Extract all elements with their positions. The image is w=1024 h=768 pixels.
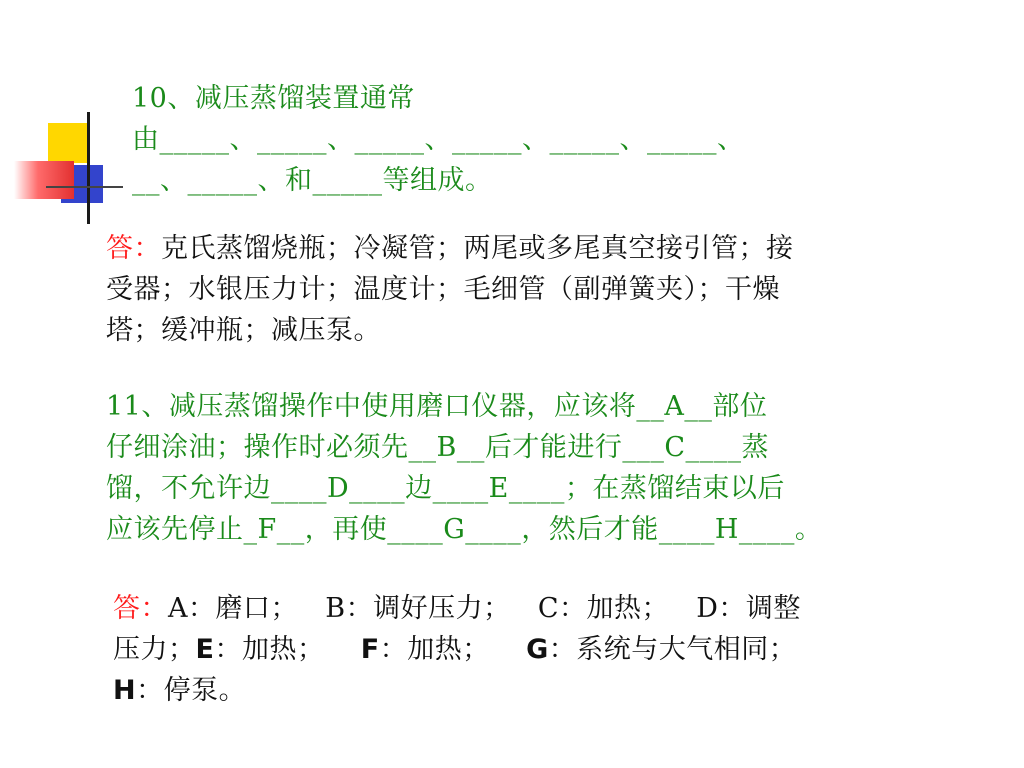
decorative-logo-squares xyxy=(0,0,140,230)
q11-text: 部位 xyxy=(712,391,768,422)
blank-g: ____G____ xyxy=(387,514,522,545)
question-10 xyxy=(132,78,892,201)
question-10-line-3: __、_____、和_____等组成。 xyxy=(132,165,493,196)
answer-letter-h: H xyxy=(113,675,137,706)
q11-text: 应该先停止 xyxy=(106,514,244,545)
answer-11-text: ：系统与大气相同； xyxy=(548,634,797,665)
question-11-line-2 xyxy=(106,427,976,468)
answer-11 xyxy=(113,588,973,711)
answer-11-line-1 xyxy=(113,588,973,629)
question-11 xyxy=(106,386,976,550)
q11-text: ；在蒸馏结束以后 xyxy=(564,473,785,504)
q11-text: ，再使 xyxy=(304,514,388,545)
answer-letter-e: E xyxy=(195,634,215,665)
answer-10-line-1 xyxy=(106,228,976,269)
blank-c: ___C____ xyxy=(622,432,742,463)
question-10-line-1: 10、减压蒸馏装置通常 xyxy=(132,83,415,114)
blank-f: _F__ xyxy=(243,514,305,545)
yellow-square xyxy=(48,123,88,163)
answer-10 xyxy=(106,228,976,351)
answer-letter-g: G xyxy=(526,634,549,665)
answer-11-text: ：加热； xyxy=(214,634,361,665)
blank-d: ____D____ xyxy=(271,473,406,504)
answer-11-line-2 xyxy=(113,629,973,670)
answer-label: 答： xyxy=(106,233,161,264)
answer-11-text: ：加热； xyxy=(379,634,527,665)
question-11-line-4 xyxy=(106,509,976,550)
question-11-line-1 xyxy=(106,386,976,427)
vertical-divider xyxy=(87,112,90,224)
q11-text: 边 xyxy=(405,473,433,504)
answer-label: 答： xyxy=(113,593,168,624)
red-gradient-bar xyxy=(14,161,74,199)
q11-text: 。 xyxy=(794,514,823,545)
answer-11-text: A：磨口； B：调好压力； C：加热； D：调整 xyxy=(168,593,801,624)
question-10-line-2: 由_____、_____、_____、_____、_____、_____、 xyxy=(132,124,745,155)
blank-h: ____H____ xyxy=(658,514,795,545)
horizontal-divider xyxy=(46,186,123,188)
q11-text: 仔细涂油；操作时必须先 xyxy=(106,432,409,463)
question-11-line-3 xyxy=(106,468,976,509)
blank-a: __A__ xyxy=(636,391,713,422)
blank-e: ____E____ xyxy=(432,473,565,504)
answer-10-line-2: 受器；水银压力计；温度计；毛细管（副弹簧夹）；干燥 xyxy=(106,274,780,305)
q11-text: 蒸 xyxy=(741,432,770,463)
q11-text: 馏，不允许边 xyxy=(106,473,271,504)
answer-11-text: ：停泵。 xyxy=(136,675,247,706)
q11-text: 后才能进行 xyxy=(484,432,623,463)
answer-letter-f: F xyxy=(360,634,380,665)
answer-10-line-3: 塔；缓冲瓶；减压泵。 xyxy=(106,315,381,346)
answer-11-text: 压力； xyxy=(113,634,196,665)
q11-text: 11、减压蒸馏操作中使用磨口仪器，应该将 xyxy=(106,391,637,422)
blank-b: __B__ xyxy=(408,432,485,463)
q11-text: ，然后才能 xyxy=(521,514,659,545)
answer-10-text-1: 克氏蒸馏烧瓶；冷凝管；两尾或多尾真空接引管；接 xyxy=(161,233,794,264)
answer-11-line-3 xyxy=(113,670,973,711)
